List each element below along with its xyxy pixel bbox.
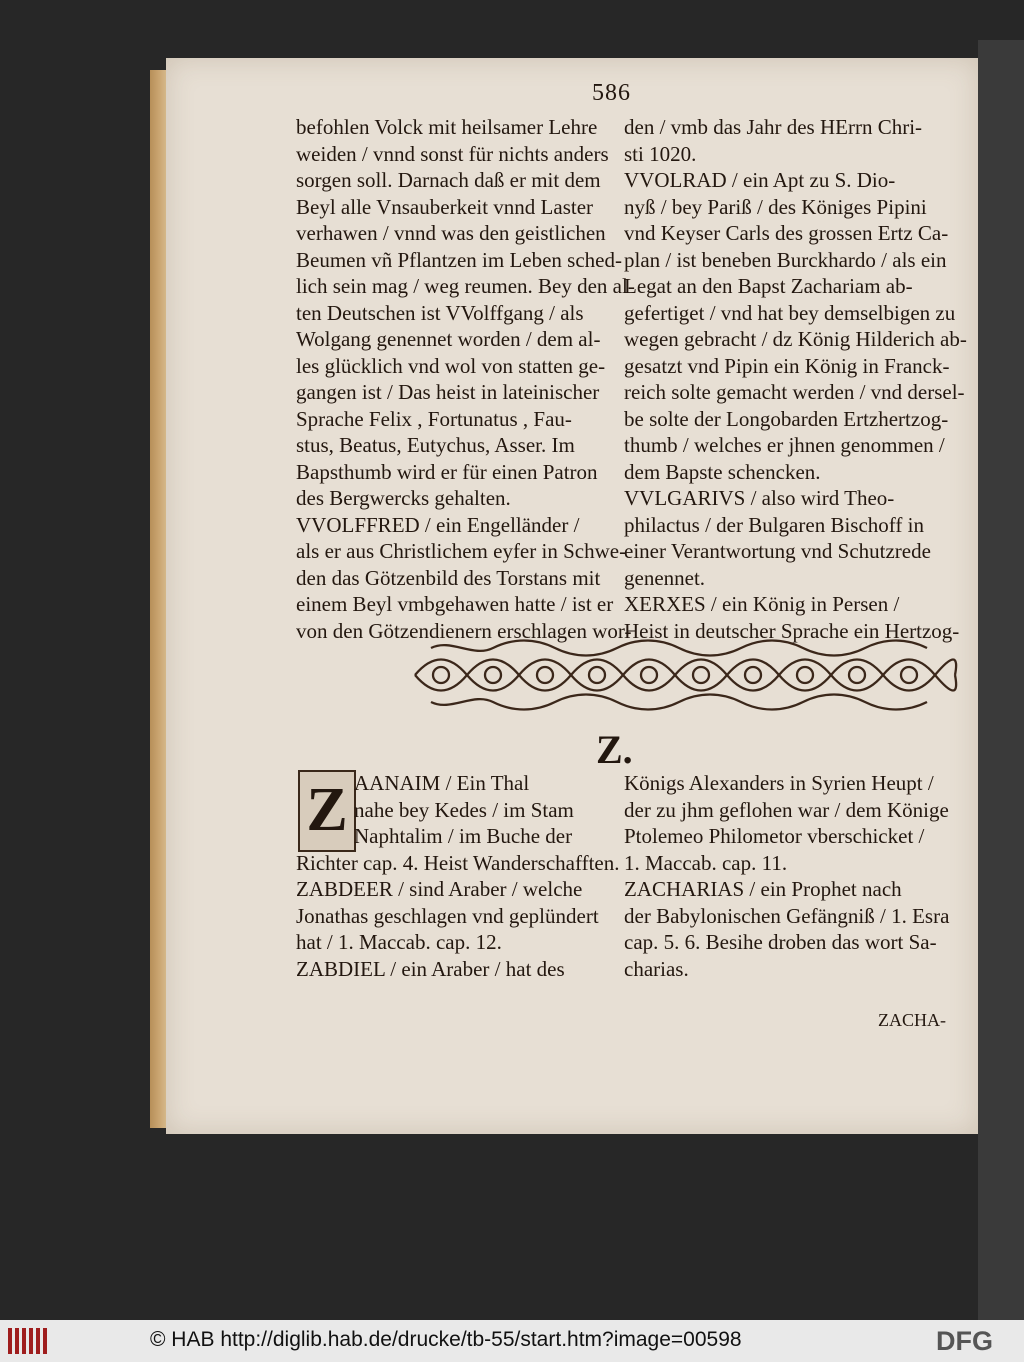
text-line: Wolgang genennet worden / dem al- [296, 327, 601, 351]
text-line: AANAIM / Ein Thal [354, 771, 530, 795]
text-line: wegen gebracht / dz König Hilderich ab- [624, 327, 967, 351]
right-column-top [624, 114, 967, 644]
text-line: charias. [624, 956, 689, 981]
text-line: einer Verantwortung vnd Schutzrede [624, 539, 931, 563]
library-barcode-icon [8, 1328, 48, 1354]
text-line: stus, Beatus, Eutychus, Asser. Im [296, 433, 575, 457]
text-line: ZABDEER / sind Araber / welche [296, 877, 583, 901]
text-line: lich sein mag / weg reumen. Bey den al- [296, 274, 635, 298]
text-line: den / vmb das Jahr des HErrn Chri- [624, 115, 923, 139]
text-line: als er aus Christlichem eyfer in Schwe- [296, 539, 627, 563]
catchword: ZACHA- [878, 1010, 946, 1030]
text-line: des Bergwercks gehalten. [296, 486, 511, 510]
text-line: gangen ist / Das heist in lateinischer [296, 380, 600, 404]
left-column-bottom [296, 770, 621, 982]
book-page [166, 58, 978, 1134]
text-line: von den Götzendienern erschlagen wor- [296, 618, 632, 643]
text-line: gesatzt vnd Pipin ein König in Franck- [624, 353, 950, 378]
text-line: ten Deutschen ist VVolffgang / als [296, 300, 584, 325]
text-line: Naphtalim / im Buche der [354, 824, 573, 848]
text-line: Königs Alexanders in Syrien Heupt / [624, 771, 934, 795]
text-line: den das Götzenbild des Torstans mit [296, 565, 601, 590]
text-line: XERXES / ein König in Persen / [624, 592, 900, 616]
text-line: philactus / der Bulgaren Bischoff in [624, 512, 924, 537]
text-line: thumb / welches er jhnen genommen / [624, 433, 945, 457]
text-line: Bapsthumb wird er für einen Patron [296, 459, 598, 484]
text-line: be solte der Longobarden Ertzhertzog- [624, 406, 949, 431]
text-line: der zu jhm geflohen war / dem Könige [624, 797, 949, 822]
text-line: reich solte gemacht werden / vnd dersel- [624, 380, 965, 404]
text-line: befohlen Volck mit heilsamer Lehre [296, 115, 598, 139]
text-line: VVOLFFRED / ein Engelländer / [296, 512, 580, 537]
text-line: Richter cap. 4. Heist Wanderschafften. [296, 850, 620, 875]
text-line: Beumen vñ Pflantzen im Leben sched- [296, 247, 622, 272]
text-line: ZABDIEL / ein Araber / hat des [296, 956, 565, 981]
text-line: Legat an den Bapst Zachariam ab- [624, 274, 913, 298]
left-column-top [296, 114, 635, 644]
text-line: Sprache Felix , Fortunatus , Fau- [296, 406, 572, 431]
text-line: weiden / vnnd sonst für nichts anders [296, 141, 609, 166]
text-line: genennet. [624, 565, 706, 590]
text-line: nahe bey Kedes / im Stam [354, 797, 574, 822]
text-line: verhawen / vnnd was den geistlichen [296, 221, 606, 245]
page-background-board [978, 40, 1024, 1320]
drop-cap: Z [298, 770, 356, 852]
text-line: VVLGARIVS / also wird Theo- [624, 486, 895, 510]
right-column-bottom [624, 770, 954, 982]
text-line: cap. 5. 6. Besihe droben das wort Sa- [624, 930, 937, 954]
text-line: les glücklich vnd wol von statten ge- [296, 353, 606, 378]
text-line: sti 1020. [624, 141, 697, 166]
text-line: VVOLRAD / ein Apt zu S. Dio- [624, 168, 896, 192]
text-line: Heist in deutscher Sprache ein Hertzog- [624, 618, 960, 643]
text-line: nyß / bey Pariß / des Königes Pipini [624, 194, 927, 219]
text-line: der Babylonischen Gefängniß / 1. Esra [624, 903, 950, 928]
text-line: dem Bapste schencken. [624, 459, 821, 484]
text-line: Ptolemeo Philometor vberschicket / [624, 824, 925, 848]
text-line: Beyl alle Vnsauberkeit vnnd Laster [296, 194, 594, 219]
text-line: plan / ist beneben Burckhardo / als ein [624, 247, 947, 272]
text-line: gefertiget / vnd hat bey demselbigen zu [624, 300, 956, 325]
text-line: hat / 1. Maccab. cap. 12. [296, 930, 502, 954]
text-line: 1. Maccab. cap. 11. [624, 850, 788, 875]
text-line: sorgen soll. Darnach daß er mit dem [296, 168, 601, 192]
ornamental-border [411, 636, 959, 714]
text-line: Jonathas geschlagen vnd geplündert [296, 903, 599, 928]
dfg-logo: DFG [936, 1326, 993, 1356]
text-line: ZACHARIAS / ein Prophet nach [624, 877, 902, 901]
section-letter: Z. [596, 727, 633, 772]
footer-bar [0, 1320, 1024, 1362]
text-line: einem Beyl vmbgehawen hatte / ist er [296, 592, 614, 616]
footer-source-link[interactable]: © HAB http://diglib.hab.de/drucke/tb-55/start.htm?image=00598 [150, 1328, 742, 1351]
page-number: 586 [592, 80, 631, 106]
text-line: vnd Keyser Carls des grossen Ertz Ca- [624, 221, 949, 245]
